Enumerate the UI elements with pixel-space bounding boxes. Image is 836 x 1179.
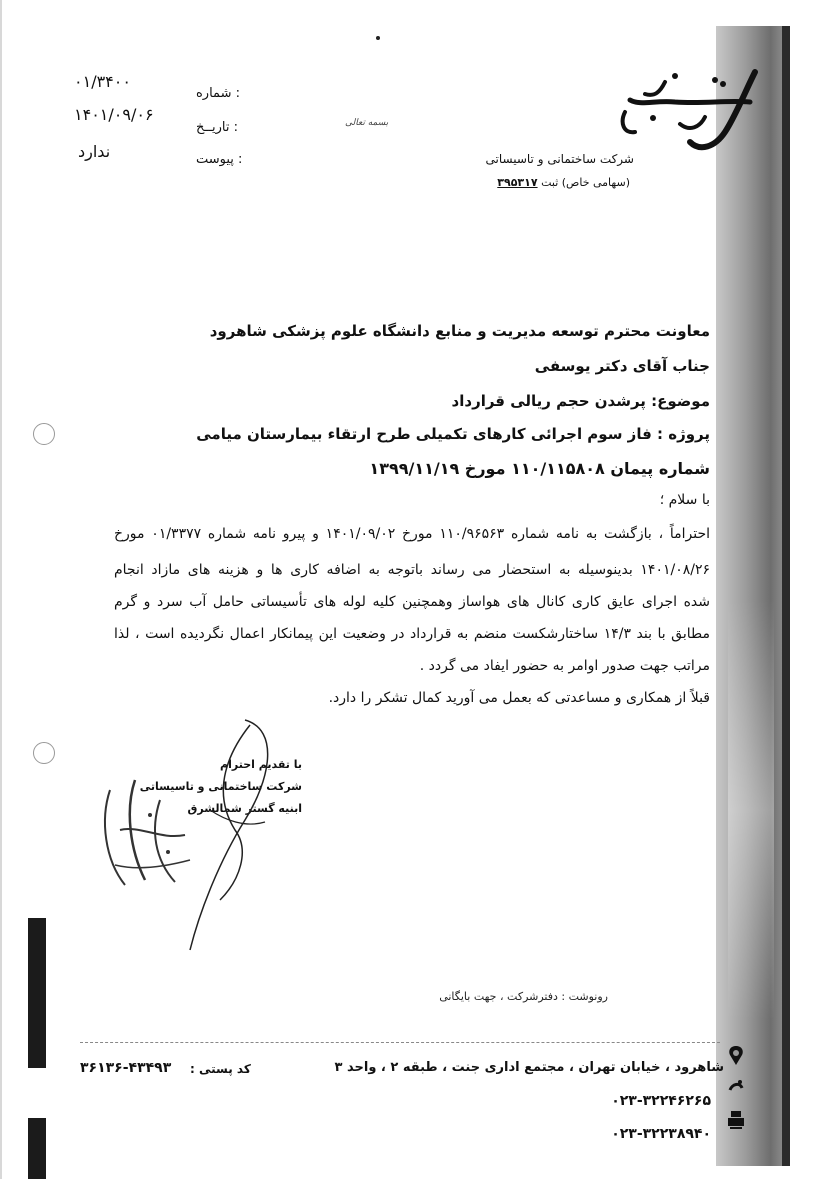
phone-number-2: ۰۲۳-۳۲۲۳۸۹۴۰ xyxy=(611,1126,711,1142)
registration-prefix: (سهامی خاص) ثبت xyxy=(541,176,630,189)
besmellah-header: بسمه تعالی xyxy=(345,118,389,128)
location-pin-icon xyxy=(726,1045,746,1067)
footer-divider xyxy=(80,1042,720,1043)
scan-edge-shadow xyxy=(28,918,46,1068)
closing-regards: با تقدیم احترام xyxy=(220,758,302,771)
letter-number-value: ۰۱/۳۴۰۰ xyxy=(74,72,131,91)
logo-calligraphy-icon xyxy=(605,62,770,162)
sidebar-highlight xyxy=(728,600,774,1020)
postal-code-value: ۳۶۱۳۶-۴۳۴۹۳ xyxy=(80,1060,172,1076)
company-logo xyxy=(605,62,770,162)
postal-icon xyxy=(726,1076,746,1098)
phone-icon xyxy=(726,1108,746,1130)
closing-company-type: شرکت ساختمانی و تاسیساتی xyxy=(139,780,302,793)
attachment-value: ندارد xyxy=(78,142,111,161)
contract-number-line: شماره پیمان ۱۱۰/۱۱۵۸۰۸ مورخ ۱۳۹۹/۱۱/۱۹ xyxy=(369,459,710,478)
body-line: مطابق با بند ۱۴/۳ ساختارشکست منضم به قرارداد در وضعیت این پیمانکار اعمال نگردیده است ، لذا xyxy=(114,626,710,642)
attachment-label: : پیوست xyxy=(196,152,243,167)
recipient-line: معاونت محترم توسعه مدیریت و منابع دانشگاه علوم پزشکی شاهرود xyxy=(209,322,710,340)
letter-date-value: ۱۴۰۱/۰۹/۰۶ xyxy=(74,105,154,124)
phone-number-1: ۰۲۳-۳۲۲۴۶۲۶۵ xyxy=(611,1093,711,1109)
punch-hole xyxy=(33,742,55,764)
cc-note: رونوشت : دفترشرکت ، جهت بایگانی xyxy=(439,990,608,1003)
body-line: مراتب جهت صدور اوامر به حضور ایفاد می گردد . xyxy=(419,658,710,674)
company-type: شرکت ساختمانی و تاسیساتی xyxy=(485,152,634,166)
scan-edge-shadow xyxy=(28,1118,46,1179)
recipient-person: جناب آقای دکتر یوسفی xyxy=(534,357,710,375)
subject-line: موضوع: پرشدن حجم ریالی قرارداد xyxy=(451,392,710,410)
punch-hole xyxy=(33,423,55,445)
postal-code-label: کد پستی : xyxy=(190,1062,251,1076)
registration-number: ۳۹۵۳۱۷ xyxy=(497,176,538,189)
company-registration xyxy=(497,176,630,189)
letter-number-label: : شماره xyxy=(196,86,240,101)
body-line: شده اجرای عایق کاری کانال های هواساز وهمچنین کلیه لوله های تأسیساتی حامل آب سرد و گرم xyxy=(114,594,710,610)
body-line: قبلاً از همکاری و مساعدتی که بعمل می آورید کمال تشکر را دارد. xyxy=(328,690,710,706)
signature xyxy=(150,710,300,960)
project-line: پروژه : فاز سوم اجرائی کارهای تکمیلی طرح ارتقاء بیمارستان میامی xyxy=(196,425,710,443)
body-line: ۱۴۰۱/۰۸/۲۶ بدینوسیله به استحضار می رساند باتوجه به اضافه کاری ها و هزینه های مازاد انجام xyxy=(114,562,710,578)
body-line: احتراماً ، بازگشت به نامه شماره ۱۱۰/۹۶۵۶۳ مورخ ۱۴۰۱/۰۹/۰۲ و پیرو نامه شماره ۰۱/۳۳۷۷ مورخ xyxy=(114,526,711,542)
speck xyxy=(376,36,380,40)
closing-company-name: ابنیه گستر شمالشرق xyxy=(187,802,302,815)
sidebar-edge xyxy=(782,26,790,1166)
letter-date-label: : تاریــخ xyxy=(196,120,238,135)
greeting: با سلام ؛ xyxy=(659,492,710,508)
company-address: شاهرود ، خیابان تهران ، مجتمع اداری جنت ، طبقه ۲ ، واحد ۳ xyxy=(334,1060,724,1075)
